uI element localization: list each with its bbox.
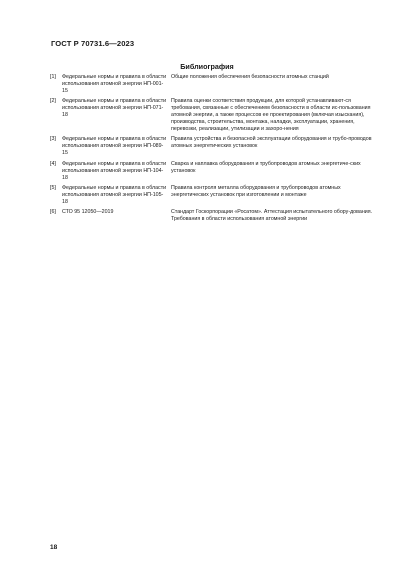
entry-title: Стандарт Госкорпорации «Росатом». Аттестация испытательного обору-дования. Требования в области использования атомной энергии — [171, 208, 373, 222]
entry-source: Федеральные нормы и правила в области использования атомной энергии НП-105-18 — [62, 184, 167, 205]
bibliography-entry — [50, 209, 380, 223]
entry-source: Федеральные нормы и правила в области использования атомной энергии НП-104-18 — [62, 160, 167, 181]
entry-source: Федеральные нормы и правила в области использования атомной энергии НП-089-15 — [62, 136, 167, 157]
entry-number: [3] — [50, 136, 56, 143]
entry-number: [1] — [50, 74, 56, 80]
entry-source: СТО 95 12050—2019 — [62, 208, 114, 215]
bibliography-entry — [50, 136, 380, 157]
bibliography-entry — [50, 98, 380, 133]
entry-number: [2] — [50, 98, 56, 105]
entry-title: Правила оценки соответствия продукции, для которой устанавливают-ся требования, связанные с обеспечением безопасности в области ис-пользования атомной энергии, а также процессов ее проектирования (включая изыскания), производства, строительства, монтажа, наладки, эксплуатации, хранения, перевозки, реализации, утилизации и захоро-нения — [171, 98, 371, 133]
entry-number: [4] — [50, 160, 56, 167]
bibliography-list — [50, 74, 380, 226]
entry-title: Общие положения обеспечения безопасности атомных станций — [171, 74, 329, 80]
entry-source: Федеральные нормы и правила в области использования атомной энергии НП-001-15 — [62, 74, 167, 94]
entry-source: Федеральные нормы и правила в области использования атомной энергии НП-071-18 — [62, 98, 167, 119]
entry-title: Правила контроля металла оборудования и трубопроводов атомных энергетических установок при изготовлении и монтаже — [171, 184, 341, 198]
bibliography-entry — [50, 74, 380, 95]
section-title: Библиография — [180, 62, 234, 71]
bibliography-entry — [50, 185, 380, 206]
entry-number: [6] — [50, 208, 56, 215]
page-number: 18 — [50, 544, 58, 551]
bibliography-entry — [50, 161, 380, 182]
entry-number: [5] — [50, 184, 56, 191]
entry-title: Сварка и наплавка оборудования и трубопроводов атомных энергетиче-ских установок — [171, 160, 361, 174]
entry-title: Правила устройства и безопасной эксплуатации оборудования и трубо-проводов атомных энергетических установок — [171, 136, 372, 150]
document-id: ГОСТ Р 70731.6—2023 — [51, 39, 135, 48]
